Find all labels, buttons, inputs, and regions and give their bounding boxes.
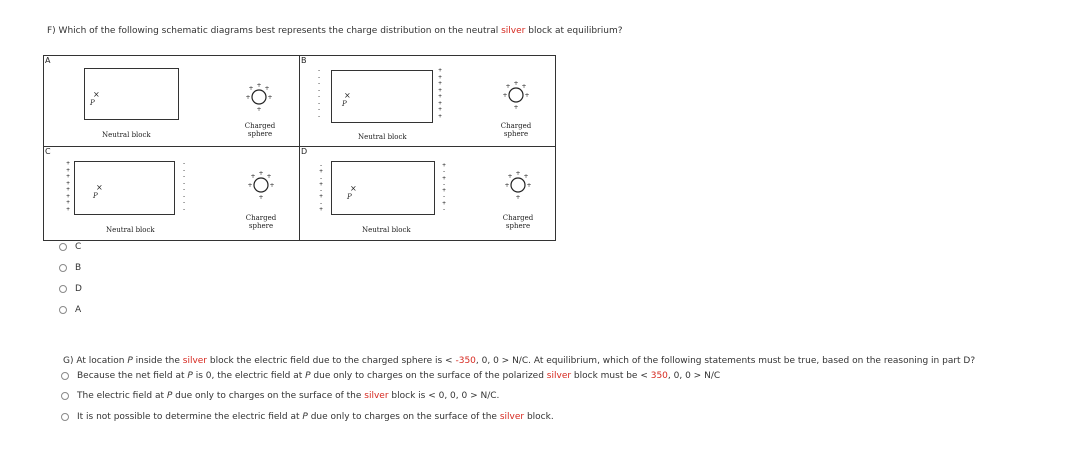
point-x-mark: × xyxy=(96,183,103,192)
sphere-plus-top: + xyxy=(515,170,521,177)
radio-button[interactable] xyxy=(59,285,67,293)
point-p-label: P xyxy=(342,100,347,108)
radio-button[interactable] xyxy=(59,264,67,272)
sphere-plus-top: + xyxy=(513,80,519,87)
sphere-plus-left: + xyxy=(502,92,508,99)
sphere-plus-tr: + xyxy=(523,173,529,180)
neutral-block xyxy=(331,161,435,215)
option-f-a[interactable]: A xyxy=(59,304,81,316)
sphere-label-2: sphere xyxy=(248,222,274,230)
neutral-block-label: Neutral block xyxy=(358,133,407,141)
radio-button[interactable] xyxy=(61,413,69,421)
option-g-3[interactable]: It is not possible to determine the electric field at P due only to charges on the surface of the silver block. xyxy=(61,411,554,423)
radio-button[interactable] xyxy=(59,243,67,251)
charged-sphere-icon xyxy=(503,170,533,200)
right-alternating-charges: + - + - + - + - xyxy=(442,162,446,213)
sphere-plus-right: + xyxy=(267,94,273,101)
diagram-letter: C xyxy=(45,147,51,156)
point-p-label: P xyxy=(90,99,95,107)
radio-button[interactable] xyxy=(59,306,67,314)
right-minus-charges: - - - - - - - - xyxy=(182,160,186,213)
point-p-label: P xyxy=(93,192,98,200)
radio-button[interactable] xyxy=(61,372,69,380)
charged-sphere-icon xyxy=(246,170,276,200)
point-p-label: P xyxy=(347,193,352,201)
charged-sphere-icon xyxy=(501,80,531,110)
silver-highlight: silver xyxy=(501,26,526,36)
left-minus-charges: - - - - - - - - xyxy=(317,67,321,120)
neutral-block xyxy=(74,161,175,215)
sphere-plus-left: + xyxy=(247,182,253,189)
diagram-letter: D xyxy=(301,147,308,156)
sphere-plus-bottom: + xyxy=(515,194,521,200)
point-x-mark: × xyxy=(344,91,351,100)
point-x-mark: × xyxy=(350,184,357,193)
point-x-mark: × xyxy=(93,90,100,99)
diagram-d xyxy=(300,147,555,240)
neutral-block-label: Neutral block xyxy=(362,226,411,234)
sphere-plus-right: + xyxy=(269,182,275,189)
option-f-d[interactable]: D xyxy=(59,283,82,295)
sphere-label-1: Charged xyxy=(500,122,532,130)
sphere-plus-bottom: + xyxy=(258,194,264,200)
diagram-a xyxy=(44,56,300,147)
sphere-label-1: Charged xyxy=(244,122,276,130)
sphere-plus-left: + xyxy=(504,182,510,189)
radio-button[interactable] xyxy=(61,392,69,400)
right-plus-charges: + + + + + + + + xyxy=(438,67,442,120)
question-g-text: G) At location P inside the silver block the electric field due to the charged sphere is < -350, 0, 0 > N/C. At equilibrium, which of the following statements must be true, based on the reasoning in part D? xyxy=(63,356,976,366)
sphere-plus-tl: + xyxy=(250,173,256,180)
diagram-letter: A xyxy=(45,56,51,65)
diagram-letter: B xyxy=(301,56,307,65)
sphere-plus-bottom: + xyxy=(256,106,262,112)
sphere-plus-left: + xyxy=(245,94,251,101)
left-plus-charges: + + + + + + + + xyxy=(66,160,70,213)
sphere-plus-tr: + xyxy=(266,173,272,180)
option-g-2[interactable]: The electric field at P due only to charges on the surface of the silver block is < 0, 0, 0 > N/C. xyxy=(61,390,499,402)
sphere-label-1: Charged xyxy=(502,214,534,222)
question-f-text: F) Which of the following schematic diagrams best represents the charge distribution on the neutral silver block at equilibrium? xyxy=(47,26,623,36)
sphere-plus-tl: + xyxy=(505,83,511,90)
option-g-1[interactable]: Because the net field at P is 0, the electric field at P due only to charges on the surface of the polarized silver block must be < 350, 0, 0 > N/C xyxy=(61,370,720,382)
charged-sphere-icon xyxy=(244,82,274,112)
left-alternating-charges: - + - + - + - + xyxy=(319,162,323,213)
sphere-plus-bottom: + xyxy=(513,104,519,110)
neutral-block-label: Neutral block xyxy=(102,131,151,139)
sphere-plus-top: + xyxy=(258,170,264,177)
neutral-block-label: Neutral block xyxy=(106,226,155,234)
sphere-plus-right: + xyxy=(524,92,530,99)
sphere-plus-tl: + xyxy=(248,85,254,92)
option-f-b[interactable]: B xyxy=(59,262,81,274)
sphere-label-2: sphere xyxy=(247,130,273,138)
diagram-c xyxy=(44,147,300,240)
sphere-plus-right: + xyxy=(526,182,532,189)
sphere-plus-top: + xyxy=(256,82,262,89)
diagram-b xyxy=(300,56,555,147)
diagram-grid xyxy=(43,55,556,241)
sphere-plus-tr: + xyxy=(264,85,270,92)
sphere-label-2: sphere xyxy=(503,130,529,138)
sphere-plus-tl: + xyxy=(507,173,513,180)
sphere-label-2: sphere xyxy=(505,222,531,230)
sphere-plus-tr: + xyxy=(521,83,527,90)
sphere-label-1: Charged xyxy=(245,214,277,222)
option-f-c[interactable]: C xyxy=(59,241,81,253)
